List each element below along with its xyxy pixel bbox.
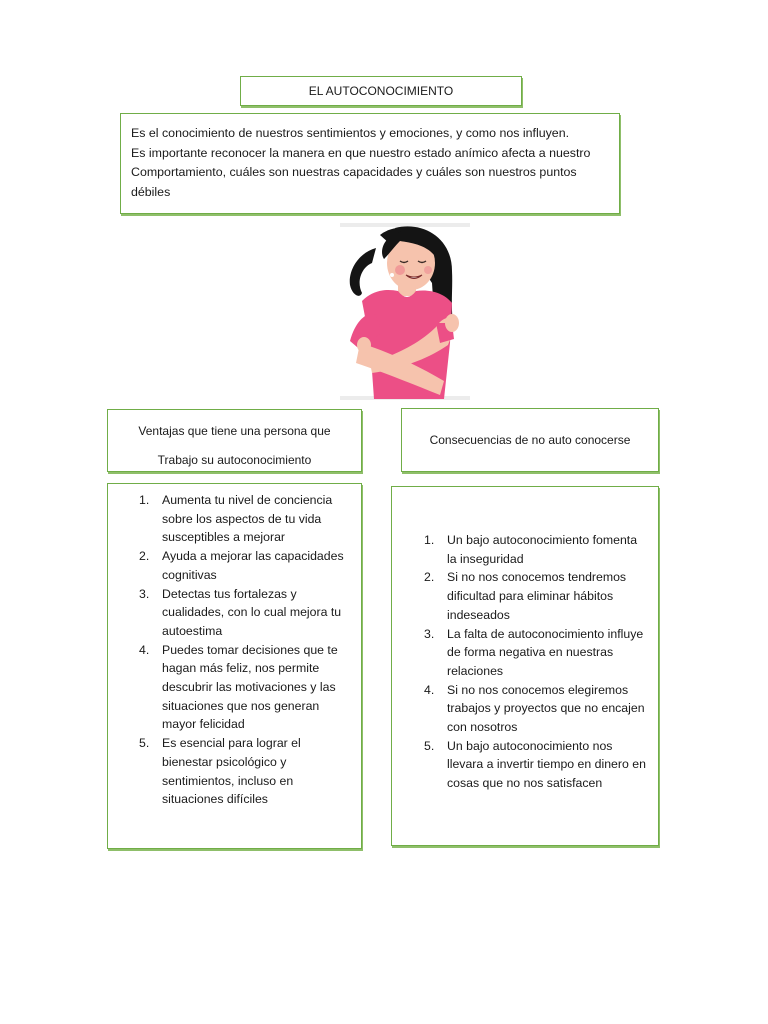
title-box [240,76,522,106]
list-item-number: 2. [139,549,150,564]
list-item [108,641,361,735]
list-item-text: Un bajo autoconocimiento nos llevara a invertir tiempo en dinero en cosas que no nos satisfacen [447,738,646,791]
list-item-text: Si no nos conocemos elegiremos trabajos y proyectos que no encajen con nosotros [447,682,645,735]
advantages-heading-line-2: Trabajo su autoconocimiento [157,453,312,467]
list-item-text: Aumenta tu nivel de conciencia sobre los aspectos de tu vida susceptibles a mejorar [162,493,333,545]
list-item-text: La falta de autoconocimiento influye de forma negativa en nuestras relaciones [447,626,644,678]
list-item-number: 4. [424,682,435,697]
list-item [392,625,658,681]
list-item-text: Si no nos conocemos tendremos dificultad para eliminar hábitos indeseados [447,570,627,622]
list-item [108,491,361,547]
consequences-heading-box [401,408,659,472]
advantages-list [108,491,361,809]
list-item-text: Ayuda a mejorar las capacidades cognitivas [162,549,344,582]
list-item [392,531,658,568]
consequences-list-box [391,486,659,846]
list-item-text: Es esencial para lograr el bienestar psicológico y sentimientos, incluso en situaciones difíciles [162,736,301,807]
list-item [392,568,658,624]
list-item-number: 3. [139,586,150,601]
list-item [108,734,361,809]
list-item [392,681,658,737]
intro-box [120,113,620,214]
list-item-text: Puedes tomar decisiones que te hagan más feliz, nos permite descubrir las motivaciones y las situaciones que nos generan mayor felicidad [162,642,338,732]
list-item-number: 4. [139,642,150,657]
consequences-heading: Consecuencias de no auto conocerse [429,433,631,447]
intro-line-2: Es importante reconocer la manera en que nuestro estado anímico afecta a nuestro Comportamiento, cuáles son nuestras capacidades y cuáles son nuestros puntos débiles [131,145,591,199]
advantages-heading-line-1: Ventajas que tiene una persona que [138,424,331,438]
consequences-list [392,531,658,793]
page-title: EL AUTOCONOCIMIENTO [308,84,454,98]
list-item-number: 1. [139,493,150,507]
list-item-number: 5. [424,738,435,753]
advantages-heading-box [107,409,362,472]
list-item-number: 2. [424,570,435,585]
list-item [108,547,361,584]
list-item-number: 1. [424,533,435,547]
woman-hugging-herself-illustration [340,223,470,401]
list-item [392,737,658,793]
advantages-list-box [107,483,362,849]
list-item-text: Detectas tus fortalezas y cualidades, con lo cual mejora tu autoestima [162,586,342,638]
list-item-number: 3. [424,626,435,641]
list-item [108,585,361,641]
list-item-number: 5. [139,736,150,751]
intro-line-1: Es el conocimiento de nuestros sentimientos y emociones, y como nos influyen. [131,126,570,140]
list-item-text: Un bajo autoconocimiento fomenta la inseguridad [447,533,638,566]
